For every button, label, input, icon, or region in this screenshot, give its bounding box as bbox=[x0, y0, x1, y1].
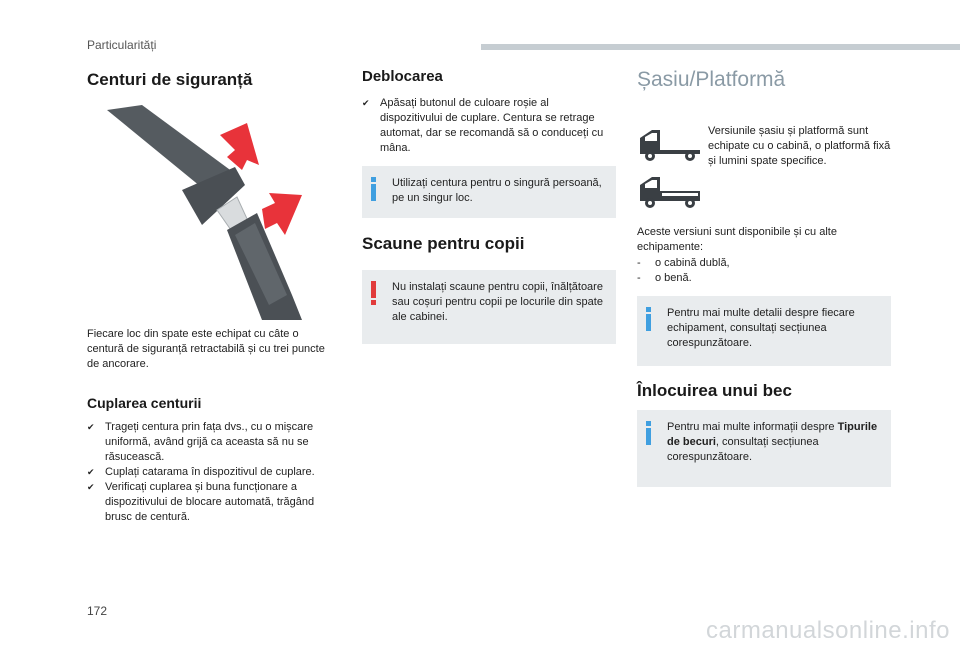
list-item: - o benă. bbox=[637, 272, 692, 284]
chassis-intro: Versiunile șasiu și platformă sunt echipate cu o cabină, o platformă fixă și lumini spate specifice. bbox=[708, 125, 891, 167]
seatbelts-title: Centuri de siguranță bbox=[87, 70, 253, 89]
info-icon bbox=[646, 307, 651, 331]
fastening-title: Cuplarea centurii bbox=[87, 395, 202, 411]
platform-truck-icon bbox=[638, 175, 702, 216]
unlocking-title: Deblocarea bbox=[362, 68, 443, 85]
hand-pointer-icon: ✔ bbox=[362, 98, 370, 108]
bulb-replacement-title: Înlocuirea unui bec bbox=[637, 381, 792, 400]
unlocking-steps bbox=[362, 96, 607, 156]
info-icon bbox=[646, 421, 651, 445]
watermark: carmanualsonline.info bbox=[706, 617, 950, 644]
chassis-cab-truck-icon bbox=[638, 128, 702, 169]
list-item: ✔ Trageți centura prin fața dvs., cu o mișcare uniformă, având grijă ca aceasta să nu se răsucească. bbox=[87, 421, 314, 463]
fastening-steps bbox=[87, 420, 342, 525]
child-seats-title: Scaune pentru copii bbox=[362, 234, 525, 253]
list-item: ✔ Verificați cuplarea și buna funcționare a dispozitivului de blocare automată, trăgând brusc de centură. bbox=[87, 481, 315, 523]
list-item: ✔ Apăsați butonul de culoare roșie al dispozitivului de cuplare. Centura se retrage automat, dar se recomandă să o conduceți cu mâna. bbox=[362, 97, 604, 154]
seatbelts-intro: Fiecare loc din spate este echipat cu câte o centură de siguranță retractabilă și cu trei puncte de ancorare. bbox=[87, 328, 325, 370]
header-bar bbox=[481, 44, 960, 50]
list-item: - o cabină dublă, bbox=[637, 257, 730, 269]
info-icon bbox=[371, 177, 376, 201]
chassis-title: Șasiu/Platformă bbox=[637, 68, 786, 91]
versions-intro: Aceste versiuni sunt disponibile și cu alte echipamente: bbox=[637, 226, 837, 253]
versions-list bbox=[637, 256, 887, 286]
warning-icon bbox=[371, 281, 376, 305]
header-section-label: Particularități bbox=[87, 38, 157, 52]
equipment-note: Pentru mai multe detalii despre fiecare echipament, consultați secțiunea corespunzătoare. bbox=[637, 296, 891, 366]
child-seats-warning: Nu instalați scaune pentru copii, înălțătoare sau coșuri pentru copii pe locurile din spate ale cabinei. bbox=[362, 270, 616, 344]
bulb-types-note: Pentru mai multe informații despre Tipurile de becuri, consultați secțiunea corespunzătoare. bbox=[637, 410, 891, 487]
single-person-note: Utilizați centura pentru o singură persoană, pe un singur loc. bbox=[362, 166, 616, 218]
hand-pointer-icon: ✔ bbox=[87, 482, 95, 492]
list-item: ✔ Cuplați catarama în dispozitivul de cuplare. bbox=[87, 466, 315, 478]
page-number: 172 bbox=[87, 604, 108, 618]
seatbelt-illustration bbox=[87, 105, 317, 320]
hand-pointer-icon: ✔ bbox=[87, 422, 95, 432]
bulb-types-link: Tipurile de becuri bbox=[667, 421, 878, 448]
hand-pointer-icon: ✔ bbox=[87, 467, 95, 477]
